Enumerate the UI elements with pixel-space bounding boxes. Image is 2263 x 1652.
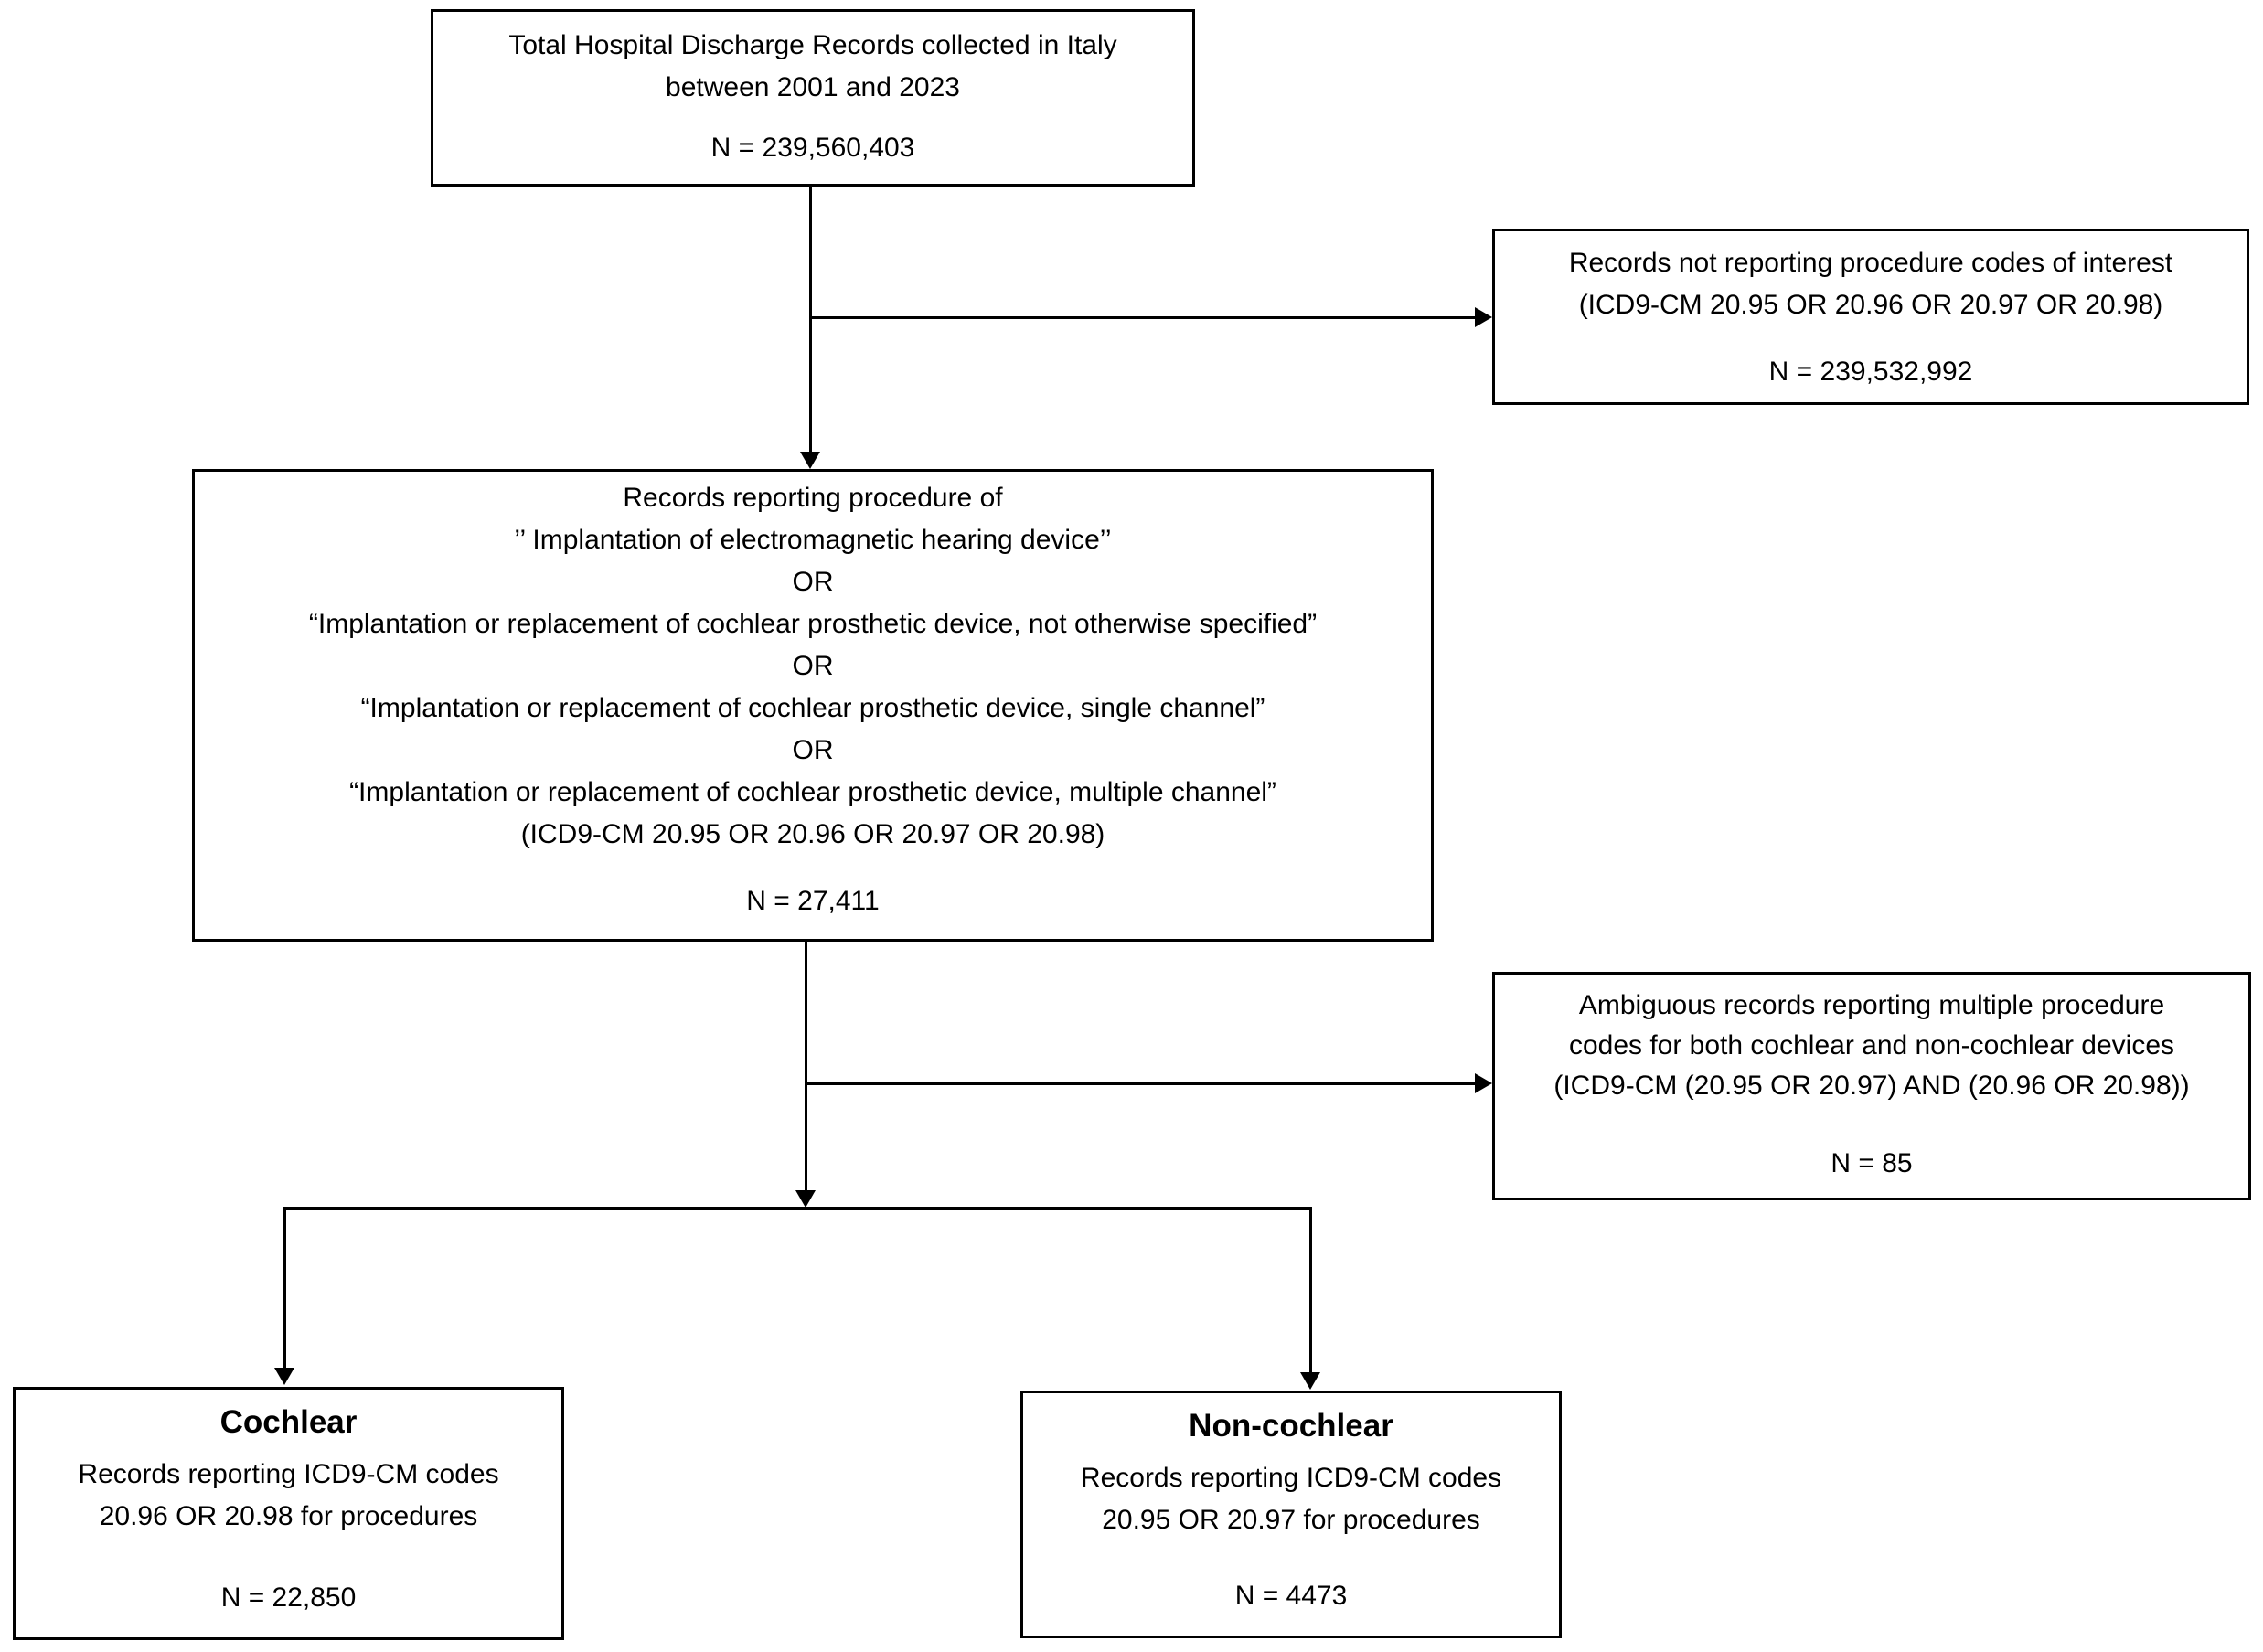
arrowhead-right-ambiguous (1475, 1073, 1492, 1093)
box-text-line: “Implantation or replacement of cochlear prosthetic device, multiple channel” (349, 777, 1276, 807)
box-ambiguous-records (1492, 972, 2251, 1200)
box-text-line: Total Hospital Discharge Records collected in Italy (508, 30, 1117, 60)
box-text-line: OR (792, 651, 834, 681)
record-count: N = 22,850 (220, 1583, 357, 1613)
record-count: N = 239,560,403 (710, 133, 915, 163)
record-count: N = 27,411 (746, 886, 880, 916)
box-text-line: codes for both cochlear and non-cochlear devices (1568, 1030, 2175, 1060)
box-records-included (192, 469, 1434, 942)
line-branch-not-reporting (810, 316, 1476, 319)
box-text-line: “Implantation or replacement of cochlear prosthetic device, single channel” (360, 693, 1265, 723)
box-title: Cochlear (219, 1404, 358, 1440)
box-text-line: OR (792, 735, 834, 765)
arrowhead-down-non-cochlear (1300, 1372, 1320, 1390)
box-text-line: “Implantation or replacement of cochlear prosthetic device, not otherwise specified” (308, 609, 1318, 639)
line-total-to-included (809, 187, 812, 453)
arrowhead-right-not-reporting (1475, 307, 1492, 327)
box-cochlear (13, 1387, 564, 1640)
box-text-line: Records reporting procedure of (623, 483, 1003, 513)
box-non-cochlear (1020, 1391, 1562, 1638)
arrowhead-down-included (800, 452, 820, 469)
line-split-to-cochlear (283, 1207, 286, 1369)
box-text-line: Records not reporting procedure codes of interest (1568, 248, 2173, 278)
line-split-to-non-cochlear (1309, 1207, 1312, 1373)
box-text-line: between 2001 and 2023 (666, 72, 960, 102)
box-text-line: (ICD9-CM 20.95 OR 20.96 OR 20.97 OR 20.98) (1578, 290, 2163, 320)
arrowhead-down-cochlear (274, 1368, 294, 1385)
box-records-not-reporting (1492, 229, 2249, 405)
box-text-line: OR (792, 567, 834, 597)
line-included-to-split (805, 942, 807, 1191)
box-text-line: Records reporting ICD9-CM codes (1080, 1463, 1502, 1493)
arrowhead-down-split (795, 1190, 816, 1208)
box-text-line: 20.96 OR 20.98 for procedures (99, 1501, 478, 1531)
record-count: N = 239,532,992 (1768, 357, 1973, 387)
box-total-records (431, 9, 1195, 187)
box-text-line: (ICD9-CM 20.95 OR 20.96 OR 20.97 OR 20.98) (520, 819, 1105, 849)
box-text-line: Ambiguous records reporting multiple procedure (1578, 990, 2165, 1020)
box-text-line: (ICD9-CM (20.95 OR 20.97) AND (20.96 OR 20.98)) (1553, 1071, 2190, 1101)
box-text-line: 20.95 OR 20.97 for procedures (1102, 1505, 1480, 1535)
box-text-line: ’’ Implantation of electromagnetic hearing device’’ (514, 525, 1112, 555)
record-count: N = 85 (1831, 1148, 1913, 1178)
line-branch-ambiguous (806, 1082, 1476, 1085)
box-text-line: Records reporting ICD9-CM codes (78, 1459, 499, 1489)
record-count: N = 4473 (1234, 1581, 1348, 1611)
split-bar (283, 1207, 1312, 1210)
box-title: Non-cochlear (1189, 1408, 1393, 1444)
